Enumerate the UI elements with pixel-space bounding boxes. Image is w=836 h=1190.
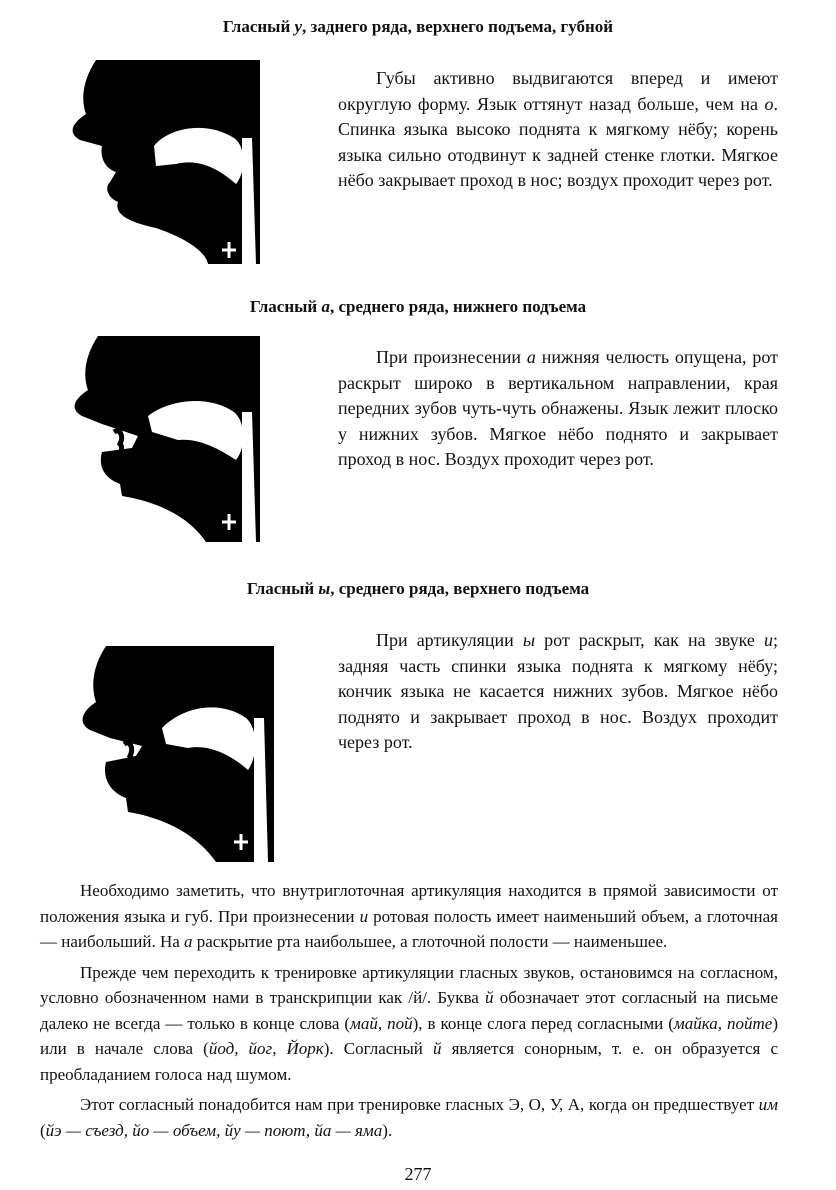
paragraph-italic: им [758, 1095, 778, 1114]
section-description-a [338, 345, 778, 473]
description-italic: и [763, 630, 773, 650]
description-text: нижняя челюсть опущена, рот раскрыт широко в вертикальном направлении, края передних зубов чуть-чуть обнажены. Язык лежит плоско у нижних зубов. Мягкое нёбо поднято и закрывает проход в нос. Воздух проходит через рот. [338, 347, 778, 469]
paragraph-text: ( [40, 1120, 46, 1140]
section-heading-y [0, 578, 836, 600]
body-paragraph-2 [40, 960, 778, 1088]
section-heading-a [0, 296, 836, 318]
paragraph-text: Необходимо заметить, что внутриглоточная артикуляция находится в прямой зависимости от положения языка и губ. При произнесении [40, 881, 778, 926]
paragraph-italic: и [359, 906, 369, 926]
paragraph-text: ), в конце слога перед согласными ( [412, 1013, 674, 1033]
description-text: Губы активно выдвигаются вперед и имеют округлую форму. Язык оттянут назад больше, чем на [338, 68, 778, 114]
heading-letter: ы [318, 579, 331, 598]
description-italic: о [764, 93, 774, 114]
paragraph-italic: май, пой [350, 1013, 413, 1033]
paragraph-italic: майка, пойте [673, 1013, 773, 1033]
section-description-u [338, 66, 778, 194]
description-text: рот раскрыт, как на звуке [535, 630, 764, 650]
body-paragraph-1 [40, 878, 778, 955]
description-text: При артикуляции [376, 630, 523, 650]
paragraph-text: Прежде чем переходить к тренировке артикуляции гласных звуков, остановимся на согласном, условно обозначенном нами в транскрипции как /й/. Буква [40, 962, 778, 1007]
paragraph-italic: йод, йог, Йорк [208, 1039, 324, 1058]
body-paragraph-3 [40, 1092, 778, 1143]
paragraph-italic: а [184, 932, 193, 951]
articulation-diagram-u [56, 60, 260, 264]
paragraph-text: ротовая полость имеет наименьший объем, а глоточная — наибольший. На [40, 906, 778, 951]
heading-text: , заднего ряда, верхнего подъема, губной [302, 17, 614, 36]
mouth-profile-y-icon [66, 646, 274, 862]
heading-text: , среднего ряда, нижнего подъема [329, 297, 587, 316]
paragraph-text: раскрытие рта наибольшее, а глоточной полости — наименьшее. [192, 932, 668, 951]
paragraph-italic: й [485, 988, 494, 1007]
paragraph-italic: йэ — съезд, йо — объем, йу — поют, йа — яма [45, 1120, 383, 1140]
body-text [40, 878, 778, 1148]
description-italic: ы [522, 630, 536, 650]
section-heading-u [0, 16, 836, 38]
heading-letter: а [321, 297, 330, 316]
paragraph-italic: й [433, 1039, 442, 1058]
description-italic: а [526, 347, 536, 367]
mouth-profile-u-icon [56, 60, 260, 264]
articulation-diagram-y [66, 646, 274, 862]
heading-text: Гласный [249, 297, 322, 316]
paragraph-text: является сонорным, т. е. он образуется с преобладанием голоса над шумом. [40, 1039, 778, 1084]
page-number: 277 [404, 1164, 432, 1184]
paragraph-text: Этот согласный понадобится нам при тренировке гласных Э, О, У, А, когда он предшествует [80, 1095, 759, 1114]
heading-text: Гласный [222, 17, 295, 36]
description-text: . Спинка языка высоко поднята к мягкому нёбу; корень языка сильно отодвинут к задней стенке глотки. Мягкое нёбо закрывает проход в нос; воздух проходит через рот. [338, 93, 778, 190]
paragraph-text: ). Согласный [323, 1039, 433, 1058]
heading-letter: у [294, 17, 303, 36]
articulation-diagram-a [58, 336, 260, 542]
section-description-y [338, 628, 778, 756]
mouth-profile-a-icon [58, 336, 260, 542]
paragraph-text: ). [382, 1120, 393, 1140]
heading-text: Гласный [246, 579, 319, 598]
heading-text: , среднего ряда, верхнего подъема [330, 579, 590, 598]
description-text: ; задняя часть спинки языка поднята к мягкому нёбу; кончик языка не касается нижних зубов. Мягкое нёбо поднято и закрывает проход в нос. Воздух проходит через рот. [338, 630, 778, 752]
paragraph-text: обозначает этот согласный на письме далеко не всегда — только в конце слова ( [40, 988, 778, 1033]
description-text: При произнесении [376, 347, 527, 367]
paragraph-text: ) или в начале слова ( [40, 1013, 778, 1058]
